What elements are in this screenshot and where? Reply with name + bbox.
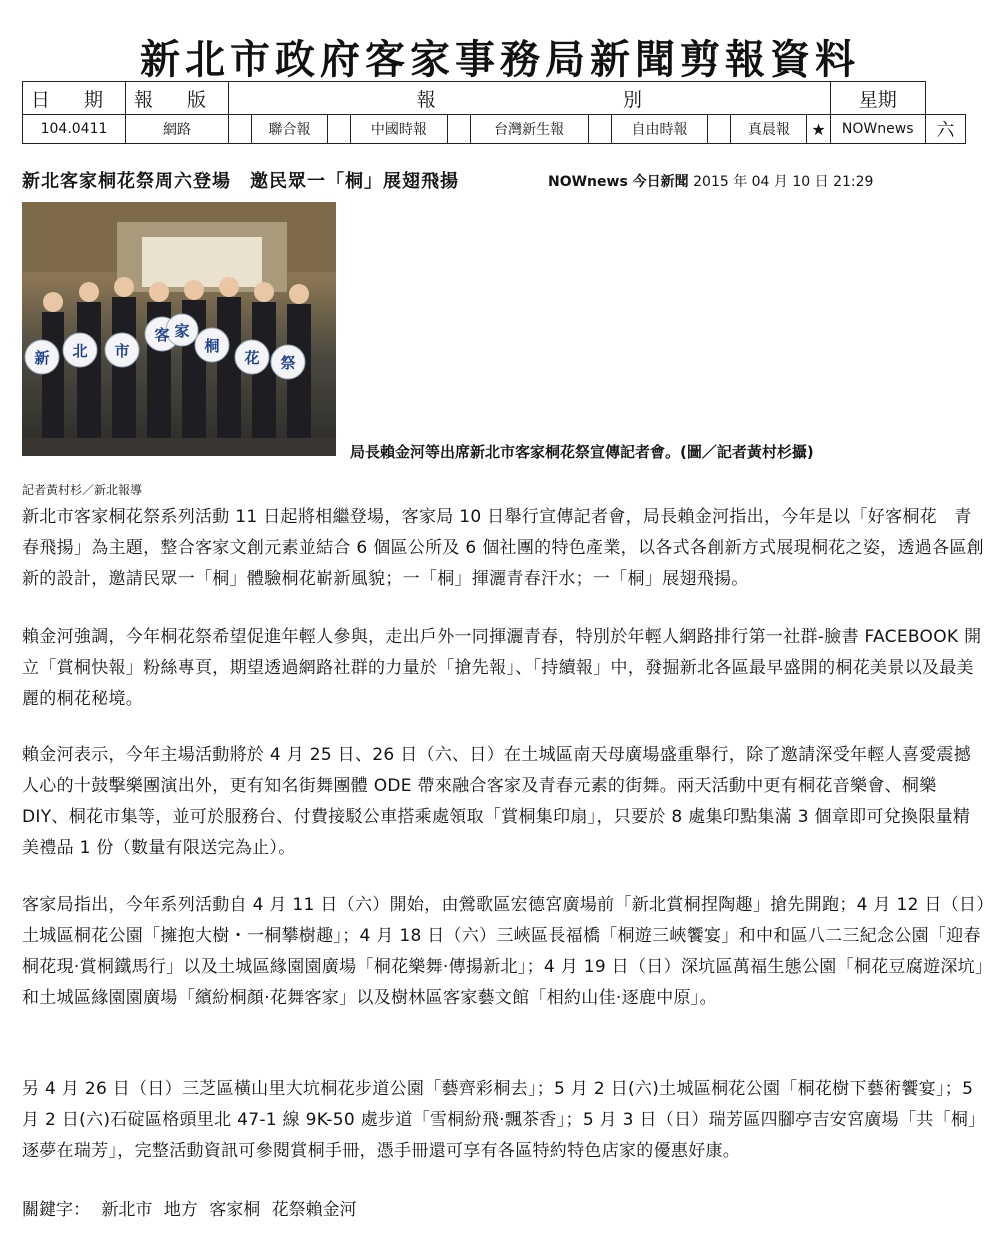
article-paragraph: 新北市客家桐花祭系列活動 11 日起將相繼登場，客家局 10 日舉行宣傳記者會，局長賴金河指出，今年是以「好客桐花 青春飛揚」為主題，整合客家文創元素並結合 6 個區公所及 6 個社團的特色產業，以各式各創新方式展現桐花之姿，透過各區創新的設計，邀請民眾一「桐」體驗桐花嶄新風貌；一「桐」揮灑青春汗水；一「桐」展翅飛揚。 xyxy=(22,507,984,589)
photo-caption: 局長賴金河等出席新北市客家桐花祭宣傳記者會。(圖／記者黃村杉攝) xyxy=(350,443,814,461)
checkbox-cell xyxy=(229,115,252,144)
sign-char: 祭 xyxy=(280,354,296,372)
date-value: 104.0411 xyxy=(23,115,126,144)
paper-name: 自由時報 xyxy=(611,115,708,144)
edition-value: 網路 xyxy=(126,115,229,144)
keyword: 花祭賴金河 xyxy=(271,1200,357,1220)
article-paragraph: 賴金河強調，今年桐花祭希望促進年輕人參與，走出戶外一同揮灑青春，特別於年輕人網路排行第一社群-臉書 FACEBOOK 開立「賞桐快報」粉絲專頁，期望透過網路社群的力量於「搶先報」、「持續報」中，發掘新北各區最早盛開的桐花美景以及最美麗的桐花秘境。 xyxy=(22,627,982,709)
keyword: 新北市 xyxy=(101,1200,153,1220)
paper-name: 聯合報 xyxy=(252,115,328,144)
keywords-line xyxy=(22,1195,363,1220)
weekday-value: 六 xyxy=(925,115,965,144)
paper-name: 真晨報 xyxy=(731,115,807,144)
paper-name: 中國時報 xyxy=(350,115,447,144)
sign-char: 花 xyxy=(244,349,260,367)
article-paragraph: 另 4 月 26 日（日）三芝區橫山里大坑桐花步道公園「藝齊彩桐去」；5 月 2 日(六)土城區桐花公園「桐花樹下藝術饗宴」；5 月 2 日(六)石碇區格頭里北 47-1 線 9K-50 處步道「雪桐紛飛·飄茶香」；5 月 3 日（日）瑞芳區四腳亭吉安宮廣場「共「桐」逐夢在瑞芳」，完整活動資訊可參閱賞桐手冊，憑手冊還可享有各區特約特色店家的優惠好康。 xyxy=(22,1079,986,1161)
keyword: 地方 xyxy=(163,1200,198,1220)
sign-char: 市 xyxy=(114,342,130,360)
checkbox-cell xyxy=(588,115,611,144)
sign-char: 客 xyxy=(154,326,170,344)
press-conference-photo xyxy=(22,202,336,456)
article-paragraph: 賴金河表示，今年主場活動將於 4 月 25 日、26 日（六、日）在土城區南天母廣場盛重舉行，除了邀請深受年輕人喜愛震撼人心的十鼓擊樂團演出外，更有知名街舞團體 ODE 帶來融合客家及青春元素的街舞。兩天活動中更有桐花音樂會、桐樂 DIY、桐花市集等，並可於服務台、付費接駁公車搭乘處領取「賞桐集印扇」，只要於 8 處集印點集滿 3 個章即可兌換限量精美禮品 1 份（數量有限送完為止）。 xyxy=(22,745,972,858)
article-paragraph: 客家局指出，今年系列活動自 4 月 11 日（六）開始，由鶯歌區宏德宮廣場前「新北賞桐捏陶趣」搶先開跑；4 月 12 日（日）土城區桐花公園「擁抱大樹・一桐攀樹趣」；4 月 18 日（六）三峽區長福橋「桐遊三峽饗宴」和中和區八二三紀念公園「迎春桐花現·賞桐鐵馬行」以及土城區緣園園廣場「桐花樂舞·傳揚新北」；4 月 19 日（日）深坑區萬福生態公園「桐花豆腐遊深坑」和土城區緣園園廣場「繽紛桐顏·花舞客家」以及樹林區客家藝文館「相約山佳·逐鹿中原」。 xyxy=(22,895,986,1008)
article-date: 2015 年 04 月 10 日 21:29 xyxy=(693,174,874,190)
paper-label-1: 報 xyxy=(416,88,436,111)
sign-char: 桐 xyxy=(204,337,220,355)
paper-name: 台灣新生報 xyxy=(470,115,588,144)
article-source: NOWnews 今日新聞 xyxy=(548,174,689,190)
article-source-line xyxy=(548,171,873,191)
paper-label xyxy=(229,82,831,115)
weekday-label: 星期 xyxy=(830,82,925,115)
date-label: 日 期 xyxy=(23,82,126,115)
article-headline: 新北客家桐花祭周六登場 邀民眾一「桐」展翅飛揚 xyxy=(22,171,459,192)
edition-label: 報 版 xyxy=(126,82,229,115)
star-mark: ★ xyxy=(807,115,830,144)
article-byline: 記者黃村杉／新北報導 xyxy=(22,483,143,497)
selected-paper: NOWnews xyxy=(830,115,925,144)
checkbox-cell xyxy=(447,115,470,144)
checkbox-cell xyxy=(327,115,350,144)
keyword: 客家桐 xyxy=(209,1200,261,1220)
keywords-label: 關鍵字： xyxy=(22,1200,90,1220)
photo-illustration xyxy=(22,202,336,456)
clipping-header-table xyxy=(22,81,966,144)
sign-char: 家 xyxy=(174,322,190,340)
page-title: 新北市政府客家事務局新聞剪報資料 xyxy=(140,36,860,83)
paper-label-2: 別 xyxy=(623,88,643,111)
sign-char: 新 xyxy=(34,349,50,367)
checkbox-cell xyxy=(708,115,731,144)
sign-char: 北 xyxy=(72,342,88,360)
